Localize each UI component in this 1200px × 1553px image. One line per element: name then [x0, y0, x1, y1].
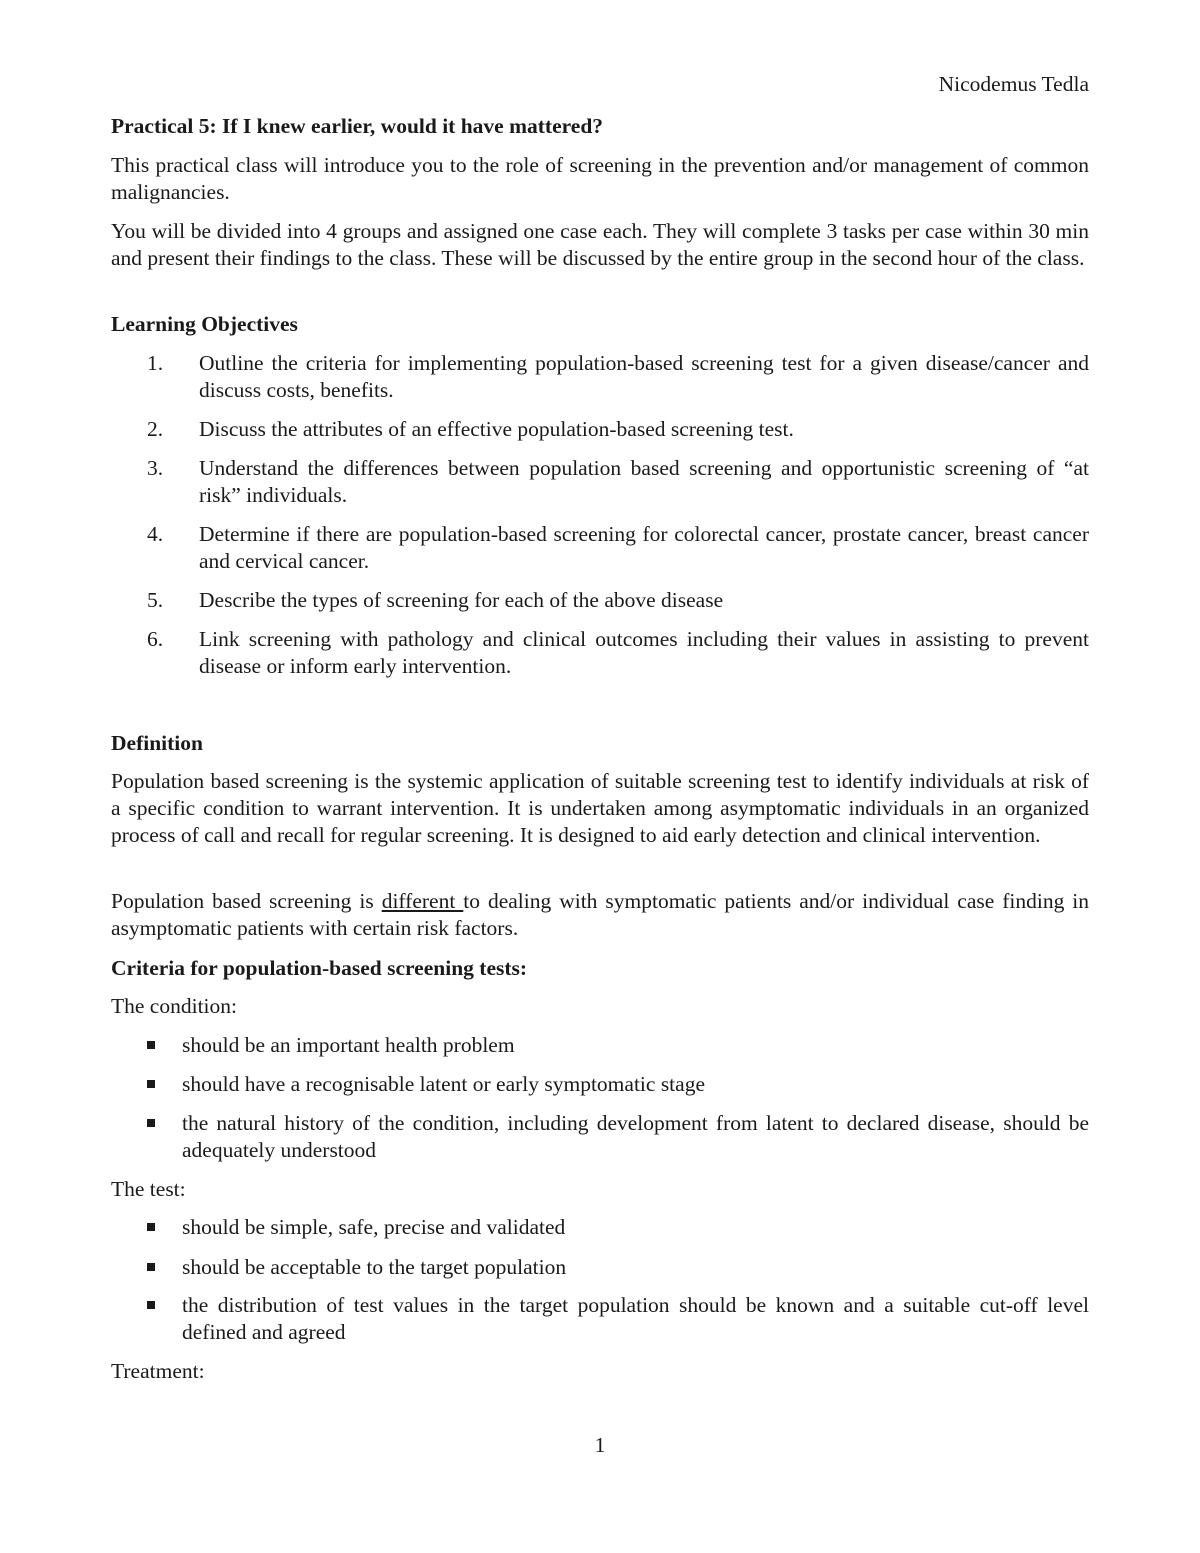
condition-text: should have a recognisable latent or early symptomatic stage	[182, 1072, 705, 1096]
intro-paragraph-1: This practical class will introduce you to the role of screening in the prevention and/or management of common malignancies.	[111, 153, 1089, 204]
test-text: should be acceptable to the target population	[182, 1255, 567, 1279]
definition-heading: Definition	[111, 731, 203, 755]
test-label: The test:	[111, 1177, 186, 1201]
square-bullet-icon	[147, 1041, 155, 1049]
definition-paragraph-2	[111, 888, 1089, 942]
objectives-heading: Learning Objectives	[111, 312, 298, 336]
objective-number: 1.	[147, 351, 164, 375]
page-number: 1	[594, 1433, 606, 1457]
author-name: Nicodemus Tedla	[938, 72, 1089, 96]
test-text: should be simple, safe, precise and validated	[182, 1215, 566, 1239]
objective-text: Determine if there are population-based screening for colorectal cancer, prostate cancer, breast cancer and cervical cancer.	[199, 522, 1089, 573]
intro-paragraph-2: You will be divided into 4 groups and assigned one case each. They will complete 3 tasks per case within 30 min and present their findings to the class. These will be discussed by the entire group in the second hour of the class.	[111, 219, 1089, 270]
square-bullet-icon	[147, 1080, 155, 1088]
condition-text: the natural history of the condition, including development from latent to declared disease, should be adequately understood	[182, 1111, 1089, 1162]
objective-number: 2.	[147, 417, 164, 441]
objective-text: Link screening with pathology and clinical outcomes including their values in assisting to prevent disease or inform early intervention.	[199, 627, 1089, 678]
condition-text: should be an important health problem	[182, 1033, 515, 1057]
objective-number: 5.	[147, 588, 164, 612]
objective-number: 6.	[147, 627, 164, 651]
square-bullet-icon	[147, 1119, 155, 1127]
objective-text: Discuss the attributes of an effective population-based screening test.	[199, 417, 794, 441]
definition-underlined-word: different	[381, 889, 464, 913]
test-text: the distribution of test values in the target population should be known and a suitable cut-off level defined and agreed	[182, 1293, 1089, 1344]
definition-paragraph-1: Population based screening is the systemic application of suitable screening test to identify individuals at risk of a specific condition to warrant intervention. It is undertaken among asymptomatic individuals in an organized process of call and recall for regular screening. It is designed to aid early detection and clinical intervention.	[111, 769, 1089, 847]
square-bullet-icon	[147, 1301, 155, 1309]
objective-text: Understand the differences between population based screening and opportunistic screening of “at risk” individuals.	[199, 456, 1089, 507]
page-title: Practical 5: If I knew earlier, would it have mattered?	[111, 114, 604, 138]
objective-number: 3.	[147, 456, 164, 480]
objective-text: Describe the types of screening for each of the above disease	[199, 588, 724, 612]
treatment-label: Treatment:	[111, 1359, 205, 1383]
criteria-heading: Criteria for population-based screening tests:	[111, 956, 528, 980]
square-bullet-icon	[147, 1263, 155, 1271]
objective-number: 4.	[147, 522, 164, 546]
square-bullet-icon	[147, 1223, 155, 1231]
condition-label: The condition:	[111, 994, 237, 1018]
objective-text: Outline the criteria for implementing population-based screening test for a given disease/cancer and discuss costs, benefits.	[199, 351, 1089, 402]
definition-text-before: Population based screening is	[111, 889, 382, 913]
definition-text-after: to dealing with symptomatic patients and/or individual case finding in asymptomatic patients with certain risk factors.	[111, 889, 1090, 940]
